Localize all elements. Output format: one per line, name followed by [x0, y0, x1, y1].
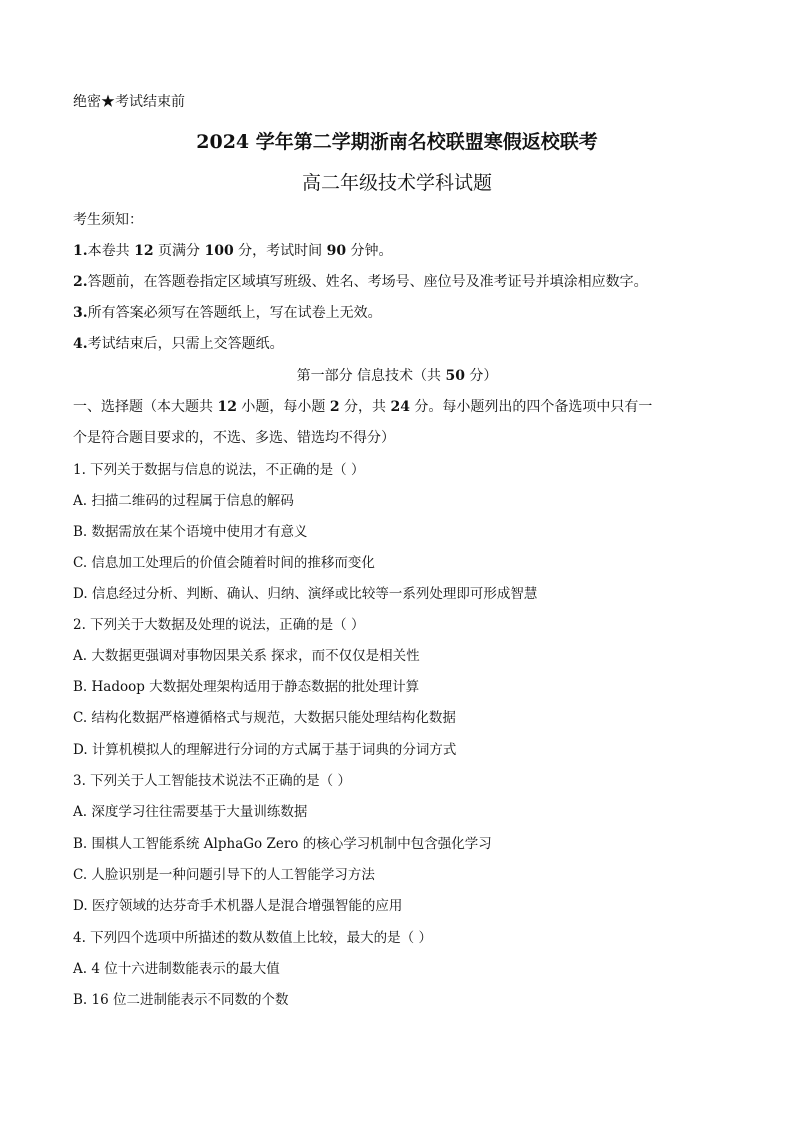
question-1-option-a: A. 扫描二维码的过程属于信息的解码: [73, 493, 294, 509]
question-4-option-a: A. 4 位十六进制数能表示的最大值: [73, 961, 280, 977]
notice-item-4: 4.考试结束后，只需上交答题纸。: [73, 336, 284, 352]
exam-title: 2024 学年第二学期浙南名校联盟寒假返校联考: [196, 131, 598, 153]
exam-subtitle: 高二年级技术学科试题: [301, 172, 492, 194]
question-2-option-b: B. Hadoop 大数据处理架构适用于静态数据的批处理计算: [73, 679, 420, 695]
question-3-option-c: C. 人脸识别是一种问题引导下的人工智能学习方法: [73, 867, 375, 883]
question-2-stem: 2. 下列关于大数据及处理的说法，正确的是（ ）: [73, 617, 365, 633]
question-3-option-b: B. 围棋人工智能系统 AlphaGo Zero 的核心学习机制中包含强化学习: [73, 836, 492, 852]
question-3-option-a: A. 深度学习往往需要基于大量训练数据: [73, 804, 308, 820]
question-2-option-c: C. 结构化数据严格遵循格式与规范，大数据只能处理结构化数据: [73, 710, 456, 726]
question-4-option-b: B. 16 位二进制能表示不同数的个数: [73, 992, 289, 1008]
question-1-option-d: D. 信息经过分析、判断、确认、归纳、演绎或比较等一系列处理即可形成智慧: [73, 586, 538, 602]
question-1-option-b: B. 数据需放在某个语境中使用才有意义: [73, 524, 308, 540]
notice-item-1: 1.本卷共 12 页满分 100 分，考试时间 90 分钟。: [73, 243, 393, 259]
question-1-stem: 1. 下列关于数据与信息的说法，不正确的是（ ）: [73, 462, 365, 478]
notice-item-2: 2.答题前，在答题卷指定区域填写班级、姓名、考场号、座位号及准考证号并填涂相应数字。: [73, 274, 648, 290]
section-instructions-line-2: 个是符合题目要求的，不选、多选、错选均不得分）: [73, 430, 395, 446]
question-3-option-d: D. 医疗领域的达芬奇手术机器人是混合增强智能的应用: [73, 898, 403, 914]
question-1-option-c: C. 信息加工处理后的价值会随着时间的推移而变化: [73, 555, 375, 571]
question-3-stem: 3. 下列关于人工智能技术说法不正确的是（ ）: [73, 773, 351, 789]
question-2-option-a: A. 大数据更强调对事物因果关系 探求，而不仅仅是相关性: [73, 648, 420, 664]
part-title: 第一部分 信息技术（共 50 分）: [296, 368, 498, 384]
section-instructions-line-1: 一、选择题（本大题共 12 小题，每小题 2 分，共 24 分。每小题列出的四个备选项中只有一: [73, 399, 653, 415]
secret-mark: 绝密★考试结束前: [73, 94, 185, 110]
notice-item-3: 3.所有答案必须写在答题纸上，写在试卷上无效。: [73, 305, 382, 321]
notice-heading: 考生须知：: [73, 212, 143, 228]
question-4-stem: 4. 下列四个选项中所描述的数从数值上比较，最大的是（ ）: [73, 930, 432, 946]
question-2-option-d: D. 计算机模拟人的理解进行分词的方式属于基于词典的分词方式: [73, 742, 457, 758]
